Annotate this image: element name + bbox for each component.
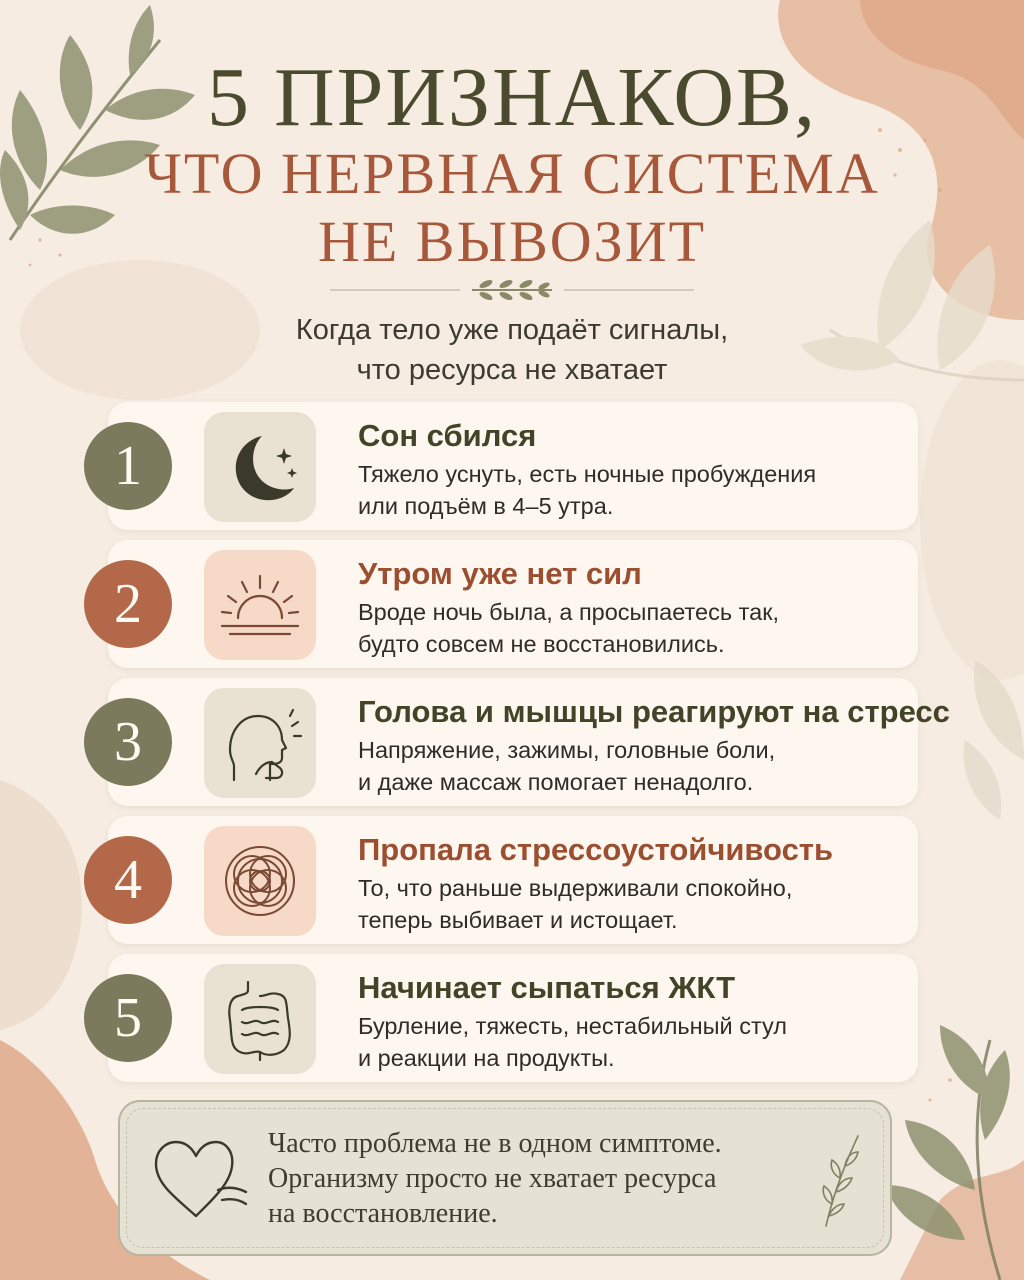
item-number-badge: 2 <box>84 560 172 648</box>
item-heading: Утром уже нет сил <box>358 556 642 591</box>
item-heading: Сон сбился <box>358 418 537 453</box>
item-description-line-2: и реакции на продукты. <box>358 1045 615 1071</box>
item-description-line-2: будто совсем не восстановились. <box>358 631 725 657</box>
callout-line-2: Организму просто не хватает ресурса <box>268 1163 717 1194</box>
item-description-line-1: Тяжело уснуть, есть ночные пробуждения <box>358 461 817 487</box>
item-heading: Начинает сыпаться ЖКТ <box>358 970 736 1005</box>
title-line-3: НЕ ВЫВОЗИТ <box>317 209 707 274</box>
item-icon-box <box>204 688 316 798</box>
item-number-badge: 3 <box>84 698 172 786</box>
subtitle <box>0 310 1024 390</box>
sunrise-icon <box>204 550 316 660</box>
item-description <box>358 596 779 660</box>
tangled-circles-icon <box>204 826 316 936</box>
item-icon-box <box>204 412 316 522</box>
sprig-icon <box>820 1130 864 1230</box>
item-description <box>358 734 775 798</box>
item-icon-box <box>204 964 316 1074</box>
item-description <box>358 458 816 522</box>
head-pain-icon <box>204 688 316 798</box>
item-description-line-1: Напряжение, зажимы, головные боли, <box>358 737 776 763</box>
divider-sprig-icon <box>330 276 694 304</box>
subtitle-line-1: Когда тело уже подаёт сигналы, <box>295 314 729 346</box>
list-item <box>0 954 1024 1084</box>
item-description-line-1: Бурление, тяжесть, нестабильный стул <box>358 1013 787 1039</box>
item-number-badge: 1 <box>84 422 172 510</box>
heart-icon <box>146 1128 256 1228</box>
item-icon-box <box>204 550 316 660</box>
list-item <box>0 540 1024 670</box>
callout-text <box>268 1126 722 1231</box>
item-description-line-2: или подъём в 4–5 утра. <box>358 493 614 519</box>
item-description <box>358 1010 787 1074</box>
item-description-line-1: Вроде ночь была, а просыпаетесь так, <box>358 599 780 625</box>
list-item <box>0 678 1024 808</box>
moon-stars-icon <box>204 412 316 522</box>
item-description <box>358 872 792 936</box>
item-heading: Пропала стрессоустойчивость <box>358 832 834 867</box>
summary-callout <box>118 1100 892 1256</box>
list-item <box>0 402 1024 532</box>
intestines-icon <box>204 964 316 1074</box>
item-heading: Голова и мышцы реагируют на стресс <box>358 694 950 729</box>
item-description-line-2: и даже массаж помогает ненадолго. <box>358 769 754 795</box>
item-description-line-1: То, что раньше выдерживали спокойно, <box>358 875 793 901</box>
subtitle-line-2: что ресурса не хватает <box>356 354 668 386</box>
item-icon-box <box>204 826 316 936</box>
item-number-badge: 5 <box>84 974 172 1062</box>
callout-line-1: Часто проблема не в одном симптоме. <box>268 1128 722 1159</box>
title-line-2: ЧТО НЕРВНАЯ СИСТЕМА <box>144 141 880 206</box>
item-description-line-2: теперь выбивает и истощает. <box>358 907 678 933</box>
list-item <box>0 816 1024 946</box>
callout-line-3: на восстановление. <box>268 1198 498 1229</box>
item-number-badge: 4 <box>84 836 172 924</box>
title-line-1: 5 ПРИЗНАКОВ, <box>206 51 818 144</box>
